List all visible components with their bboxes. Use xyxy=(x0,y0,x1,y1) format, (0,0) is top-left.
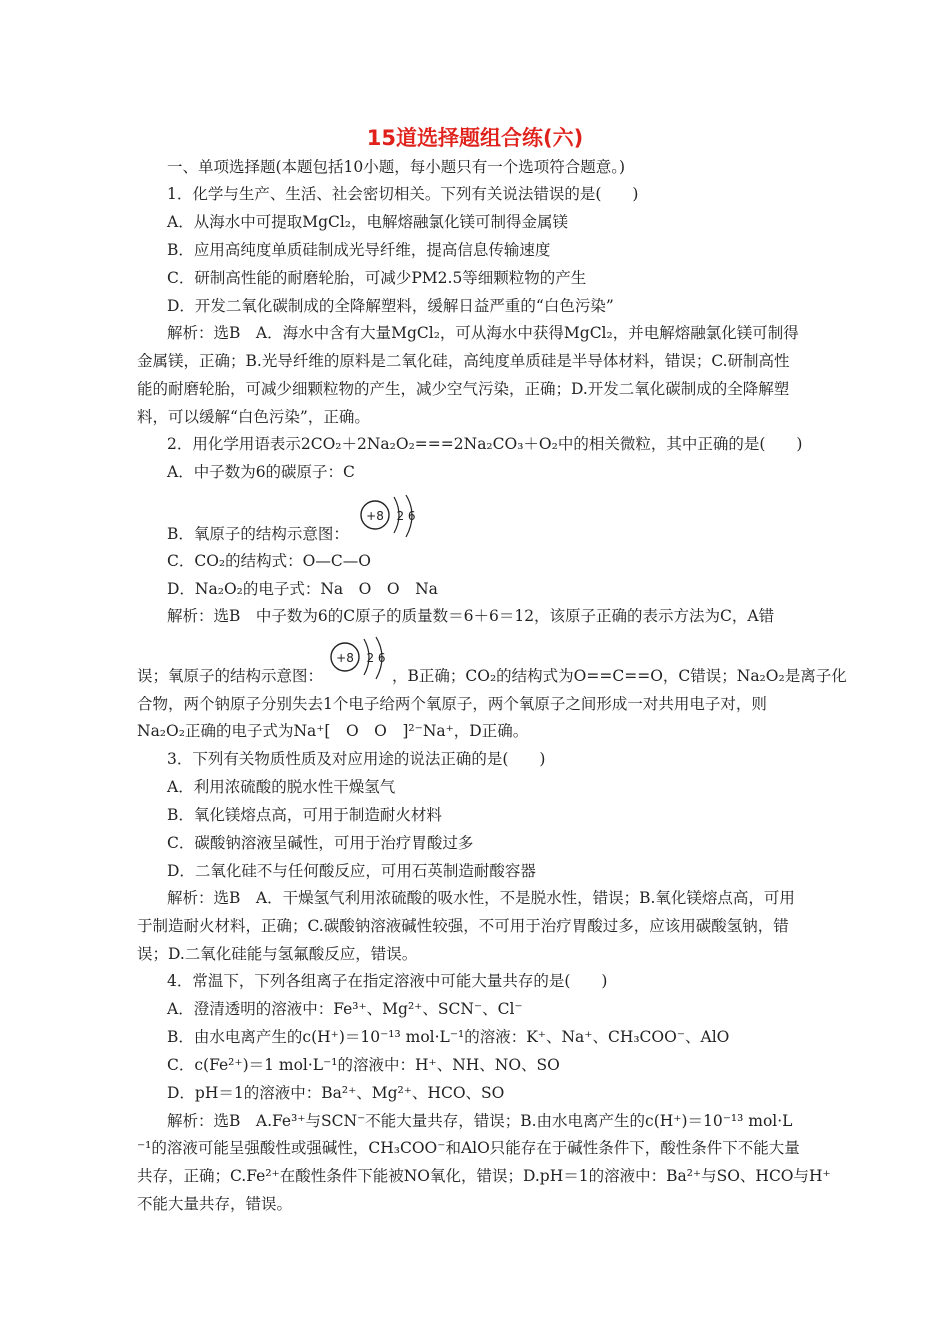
q2-analysis-line-4: Na₂O₂正确的电子式为Na⁺[ O O ]²⁻Na⁺，D正确。 xyxy=(137,722,529,740)
q2-analysis-line-1: 解析：选B 中子数为6的C原子的质量数＝6＋6＝12，该原子正确的表示方法为C，A错 xyxy=(167,607,775,625)
oxygen-atom-diagram-analysis xyxy=(328,635,394,681)
oxygen-atom-diagram xyxy=(358,493,424,539)
q3-stem: 3．下列有关物质性质及对应用途的说法正确的是( ) xyxy=(167,750,546,768)
q4-option-a: A．澄清透明的溶液中：Fe³⁺、Mg²⁺、SCN⁻、Cl⁻ xyxy=(167,1000,523,1018)
q4-stem: 4．常温下，下列各组离子在指定溶液中可能大量共存的是( ) xyxy=(167,972,608,990)
q2-analysis-line-2b: ，B正确；CO₂的结构式为O==C==O，C错误；Na₂O₂是离子化 xyxy=(392,667,847,685)
atom-nucleus-label: +8 xyxy=(366,509,384,523)
q3-option-b: B．氧化镁熔点高，可用于制造耐火材料 xyxy=(167,806,442,824)
q4-analysis-line-2: ⁻¹的溶液可能呈强酸性或强碱性，CH₃COO⁻和AlO只能存在于碱性条件下，酸性条件下不能大量 xyxy=(137,1139,800,1157)
q4-analysis-line-3: 共存，正确；C.Fe²⁺在酸性条件下能被NO氧化，错误；D.pH＝1的溶液中：Ba²⁺与SO、HCO与H⁺ xyxy=(137,1167,831,1185)
q1-analysis-line-4: 料，可以缓解“白色污染”，正确。 xyxy=(137,408,370,426)
atom-shells-label: 2 6 xyxy=(396,509,416,523)
q1-option-d: D．开发二氧化碳制成的全降解塑料，缓解日益严重的“白色污染” xyxy=(167,297,614,315)
q4-option-d: D．pH＝1的溶液中：Ba²⁺、Mg²⁺、HCO、SO xyxy=(167,1084,505,1102)
page-title: 15道选择题组合练(六) xyxy=(366,126,584,150)
section-heading: 一、单项选择题(本题包括10小题，每小题只有一个选项符合题意。) xyxy=(167,158,626,176)
q2-option-d: D．Na₂O₂的电子式：Na O O Na xyxy=(167,580,438,598)
q1-option-a: A．从海水中可提取MgCl₂，电解熔融氯化镁可制得金属镁 xyxy=(167,213,569,231)
q1-stem: 1．化学与生产、生活、社会密切相关。下列有关说法错误的是( ) xyxy=(167,185,639,203)
q2-option-c: C．CO₂的结构式：O—C—O xyxy=(167,552,371,570)
atom-shells-label: 2 6 xyxy=(366,651,386,665)
q1-analysis-line-1: 解析：选B A．海水中含有大量MgCl₂，可从海水中获得MgCl₂，并电解熔融氯化镁可制得 xyxy=(167,324,799,342)
q2-option-a: A．中子数为6的碳原子：C xyxy=(167,463,355,481)
q1-analysis-line-2: 金属镁，正确；B.光导纤维的原料是二氧化硅，高纯度单质硅是半导体材料，错误；C.研制高性 xyxy=(137,352,790,370)
q3-analysis-line-2: 于制造耐火材料，正确；C.碳酸钠溶液碱性较强，不可用于治疗胃酸过多，应该用碳酸氢钠，错 xyxy=(137,917,789,935)
q2-stem: 2．用化学用语表示2CO₂＋2Na₂O₂===2Na₂CO₃＋O₂中的相关微粒，其中正确的是( ) xyxy=(167,435,803,453)
q2-analysis-line-3: 合物，两个钠原子分别失去1个电子给两个氧原子，两个氧原子之间形成一对共用电子对，则 xyxy=(137,695,767,713)
q3-option-c: C．碳酸钠溶液呈碱性，可用于治疗胃酸过多 xyxy=(167,834,474,852)
q3-analysis-line-3: 误；D.二氧化硅能与氢氟酸反应，错误。 xyxy=(137,945,418,963)
q4-analysis-line-1: 解析：选B A.Fe³⁺与SCN⁻不能大量共存，错误；B.由水电离产生的c(H⁺)＝10⁻¹³ mol·L xyxy=(167,1112,793,1130)
q1-option-b: B．应用高纯度单质硅制成光导纤维，提高信息传输速度 xyxy=(167,241,551,259)
atom-nucleus-label: +8 xyxy=(336,651,354,665)
q4-option-b: B．由水电离产生的c(H⁺)＝10⁻¹³ mol·L⁻¹的溶液：K⁺、Na⁺、CH₃COO⁻、AlO xyxy=(167,1028,730,1046)
q1-analysis-line-3: 能的耐磨轮胎，可减少细颗粒物的产生，减少空气污染，正确；D.开发二氧化碳制成的全降解塑 xyxy=(137,380,790,398)
q3-option-a: A．利用浓硫酸的脱水性干燥氢气 xyxy=(167,778,396,796)
q2-analysis-line-2a: 误；氧原子的结构示意图： xyxy=(137,667,324,685)
q4-analysis-line-4: 不能大量共存，错误。 xyxy=(137,1195,293,1213)
q4-option-c: C．c(Fe²⁺)＝1 mol·L⁻¹的溶液中：H⁺、NH、NO、SO xyxy=(167,1056,560,1074)
q3-option-d: D．二氧化硅不与任何酸反应，可用石英制造耐酸容器 xyxy=(167,862,536,880)
q3-analysis-line-1: 解析：选B A．干燥氢气利用浓硫酸的吸水性，不是脱水性，错误；B.氧化镁熔点高，可用 xyxy=(167,889,795,907)
q1-option-c: C．研制高性能的耐磨轮胎，可减少PM2.5等细颗粒物的产生 xyxy=(167,269,587,287)
q2-option-b: B．氧原子的结构示意图： xyxy=(167,525,349,543)
